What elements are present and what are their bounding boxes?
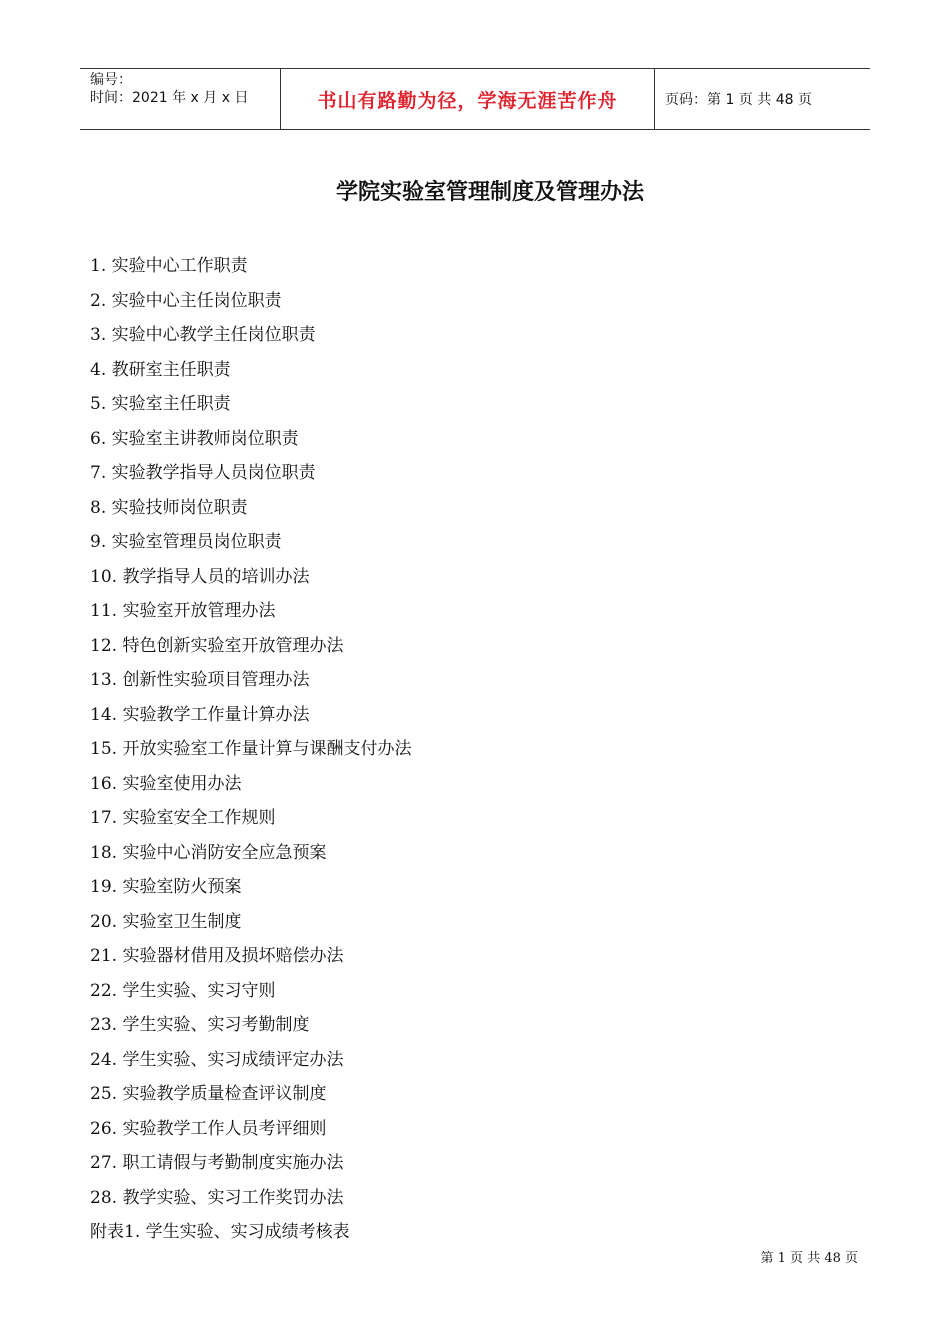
toc-item: 1. 实验中心工作职责 bbox=[90, 256, 248, 276]
toc-item: 14. 实验教学工作量计算办法 bbox=[90, 704, 310, 725]
toc-item: 12. 特色创新实验室开放管理办法 bbox=[90, 635, 344, 656]
toc-item: 26. 实验教学工作人员考评细则 bbox=[90, 1118, 327, 1139]
time-label: 时间：2021 年 x 月 x 日 bbox=[90, 90, 249, 106]
toc-item: 11. 实验室开放管理办法 bbox=[90, 601, 276, 621]
toc-item: 5. 实验室主任职责 bbox=[90, 394, 231, 414]
toc-item: 23. 学生实验、实习考勤制度 bbox=[90, 1015, 310, 1035]
header-table bbox=[80, 68, 870, 130]
toc-item: 7. 实验教学指导人员岗位职责 bbox=[90, 463, 316, 483]
toc-item: 21. 实验器材借用及损坏赔偿办法 bbox=[90, 946, 344, 966]
toc-item: 8. 实验技师岗位职责 bbox=[90, 497, 248, 518]
toc-item: 4. 教研室主任职责 bbox=[90, 359, 231, 380]
toc-item: 16. 实验室使用办法 bbox=[90, 773, 242, 794]
footer-page-number: 第 1 页 共 48 页 bbox=[760, 1251, 858, 1266]
toc-item: 27. 职工请假与考勤制度实施办法 bbox=[90, 1153, 344, 1173]
table-of-contents bbox=[90, 252, 411, 1253]
toc-item: 22. 学生实验、实习守则 bbox=[90, 980, 276, 1001]
header-slogan-cell bbox=[281, 69, 655, 129]
number-label: 编号： bbox=[90, 72, 132, 88]
toc-item: 6. 实验室主讲教师岗位职责 bbox=[90, 428, 299, 449]
toc-item: 10. 教学指导人员的培训办法 bbox=[90, 566, 310, 587]
toc-item: 24. 学生实验、实习成绩评定办法 bbox=[90, 1049, 344, 1070]
header-meta-cell bbox=[80, 69, 281, 129]
header-page-label: 页码：第 1 页 共 48 页 bbox=[665, 92, 812, 108]
document-title: 学院实验室管理制度及管理办法 bbox=[335, 180, 644, 205]
toc-item: 17. 实验室安全工作规则 bbox=[90, 808, 276, 828]
toc-item: 9. 实验室管理员岗位职责 bbox=[90, 532, 282, 552]
toc-item: 2. 实验中心主任岗位职责 bbox=[90, 290, 282, 311]
toc-item: 13. 创新性实验项目管理办法 bbox=[90, 670, 310, 690]
toc-item: 附表1. 学生实验、实习成绩考核表 bbox=[90, 1222, 350, 1242]
slogan: 书山有路勤为径，学海无涯苦作舟 bbox=[317, 89, 618, 112]
toc-item: 18. 实验中心消防安全应急预案 bbox=[90, 842, 327, 863]
toc-item: 20. 实验室卫生制度 bbox=[90, 911, 242, 932]
toc-item: 15. 开放实验室工作量计算与课酬支付办法 bbox=[90, 739, 412, 759]
toc-item: 28. 教学实验、实习工作奖罚办法 bbox=[90, 1187, 344, 1208]
toc-item: 19. 实验室防火预案 bbox=[90, 877, 242, 897]
toc-item: 25. 实验教学质量检查评议制度 bbox=[90, 1084, 327, 1104]
header-page-cell bbox=[655, 69, 870, 129]
toc-item: 3. 实验中心教学主任岗位职责 bbox=[90, 325, 316, 345]
